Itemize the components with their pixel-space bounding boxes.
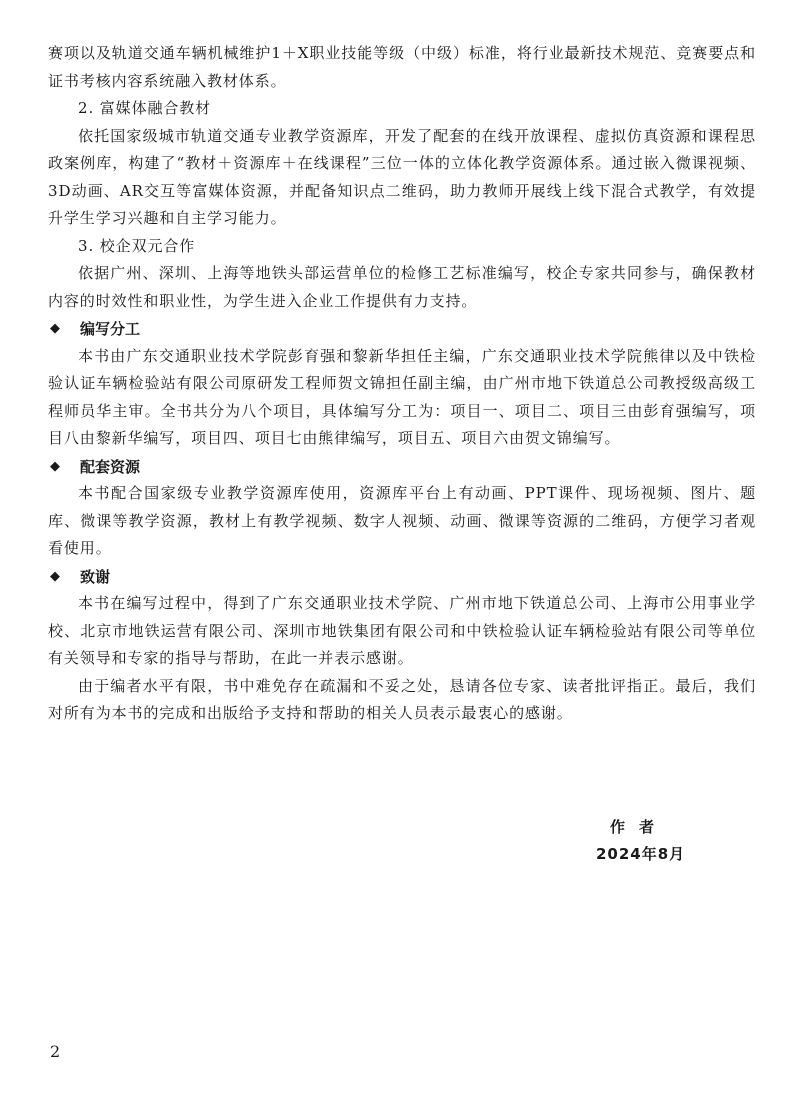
document-body (48, 40, 756, 863)
item2-paragraph: 依托国家级城市轨道交通专业教学资源库，开发了配套的在线开放课程、虚拟仿真资源和课程思政案例库，构建了“教材＋资源库＋在线课程”三位一体的立体化教学资源体系。通过嵌入微课视频、3D动画、AR交互等富媒体资源，并配备知识点二维码，助力教师开展线上线下混合式教学，有效提升学生学习兴趣和自主学习能力。 (48, 126, 756, 227)
section-heading-thanks (48, 563, 756, 591)
intro-continuation-paragraph: 赛项以及轨道交通车辆机械维护1＋X职业技能等级（中级）标准，将行业最新技术规范、竞赛要点和证书考核内容系统融入教材体系。 (48, 44, 756, 90)
signature-author: 作者 (610, 818, 669, 836)
section-heading-authors (48, 315, 756, 343)
item3-heading: 3. 校企双元合作 (78, 236, 196, 255)
page-number: 2 (50, 1042, 61, 1061)
diamond-bullet-icon: ◆ (50, 568, 60, 584)
section-heading-resources (48, 453, 756, 481)
section-title: 编写分工 (80, 320, 141, 339)
resources-paragraph: 本书配合国家级专业教学资源库使用，资源库平台上有动画、PPT课件、现场视频、图片、题库、微课等教学资源，教材上有教学视频、数字人视频、动画、微课等资源的二维码，方便学习者观看使用。 (48, 484, 756, 557)
diamond-bullet-icon: ◆ (50, 321, 60, 337)
item2-heading: 2. 富媒体融合教材 (78, 99, 212, 117)
signature-date: 2024年8月 (596, 845, 686, 863)
section-title: 配套资源 (80, 457, 141, 476)
authors-paragraph: 本书由广东交通职业技术学院彭育强和黎新华担任主编，广东交通职业技术学院熊律以及中铁检验认证车辆检验站有限公司原研发工程师贺文锦担任副主编，由广州市地下铁道总公司教授级高级工程师员华主审。全书共分为八个项目，具体编写分工为：项目一、项目二、项目三由彭育强编写，项目八由黎新华编写，项目四、项目七由熊律编写，项目五、项目六由贺文锦编写。 (48, 346, 756, 447)
section-title: 致谢 (80, 567, 111, 586)
closing-paragraph: 由于编者水平有限，书中难免存在疏漏和不妥之处，恳请各位专家、读者批评指正。最后，我们对所有为本书的完成和出版给予支持和帮助的相关人员表示最衷心的感谢。 (48, 676, 756, 722)
thanks-paragraph: 本书在编写过程中，得到了广东交通职业技术学院、广州市地下铁道总公司、上海市公用事业学校、北京市地铁运营有限公司、深圳市地铁集团有限公司和中铁检验认证车辆检验站有限公司等单位有关领导和专家的指导与帮助，在此一并表示感谢。 (48, 594, 756, 667)
item3-paragraph: 依据广州、深圳、上海等地铁头部运营单位的检修工艺标准编写，校企专家共同参与，确保教材内容的时效性和职业性，为学生进入企业工作提供有力支持。 (48, 264, 756, 310)
diamond-bullet-icon: ◆ (50, 458, 60, 474)
